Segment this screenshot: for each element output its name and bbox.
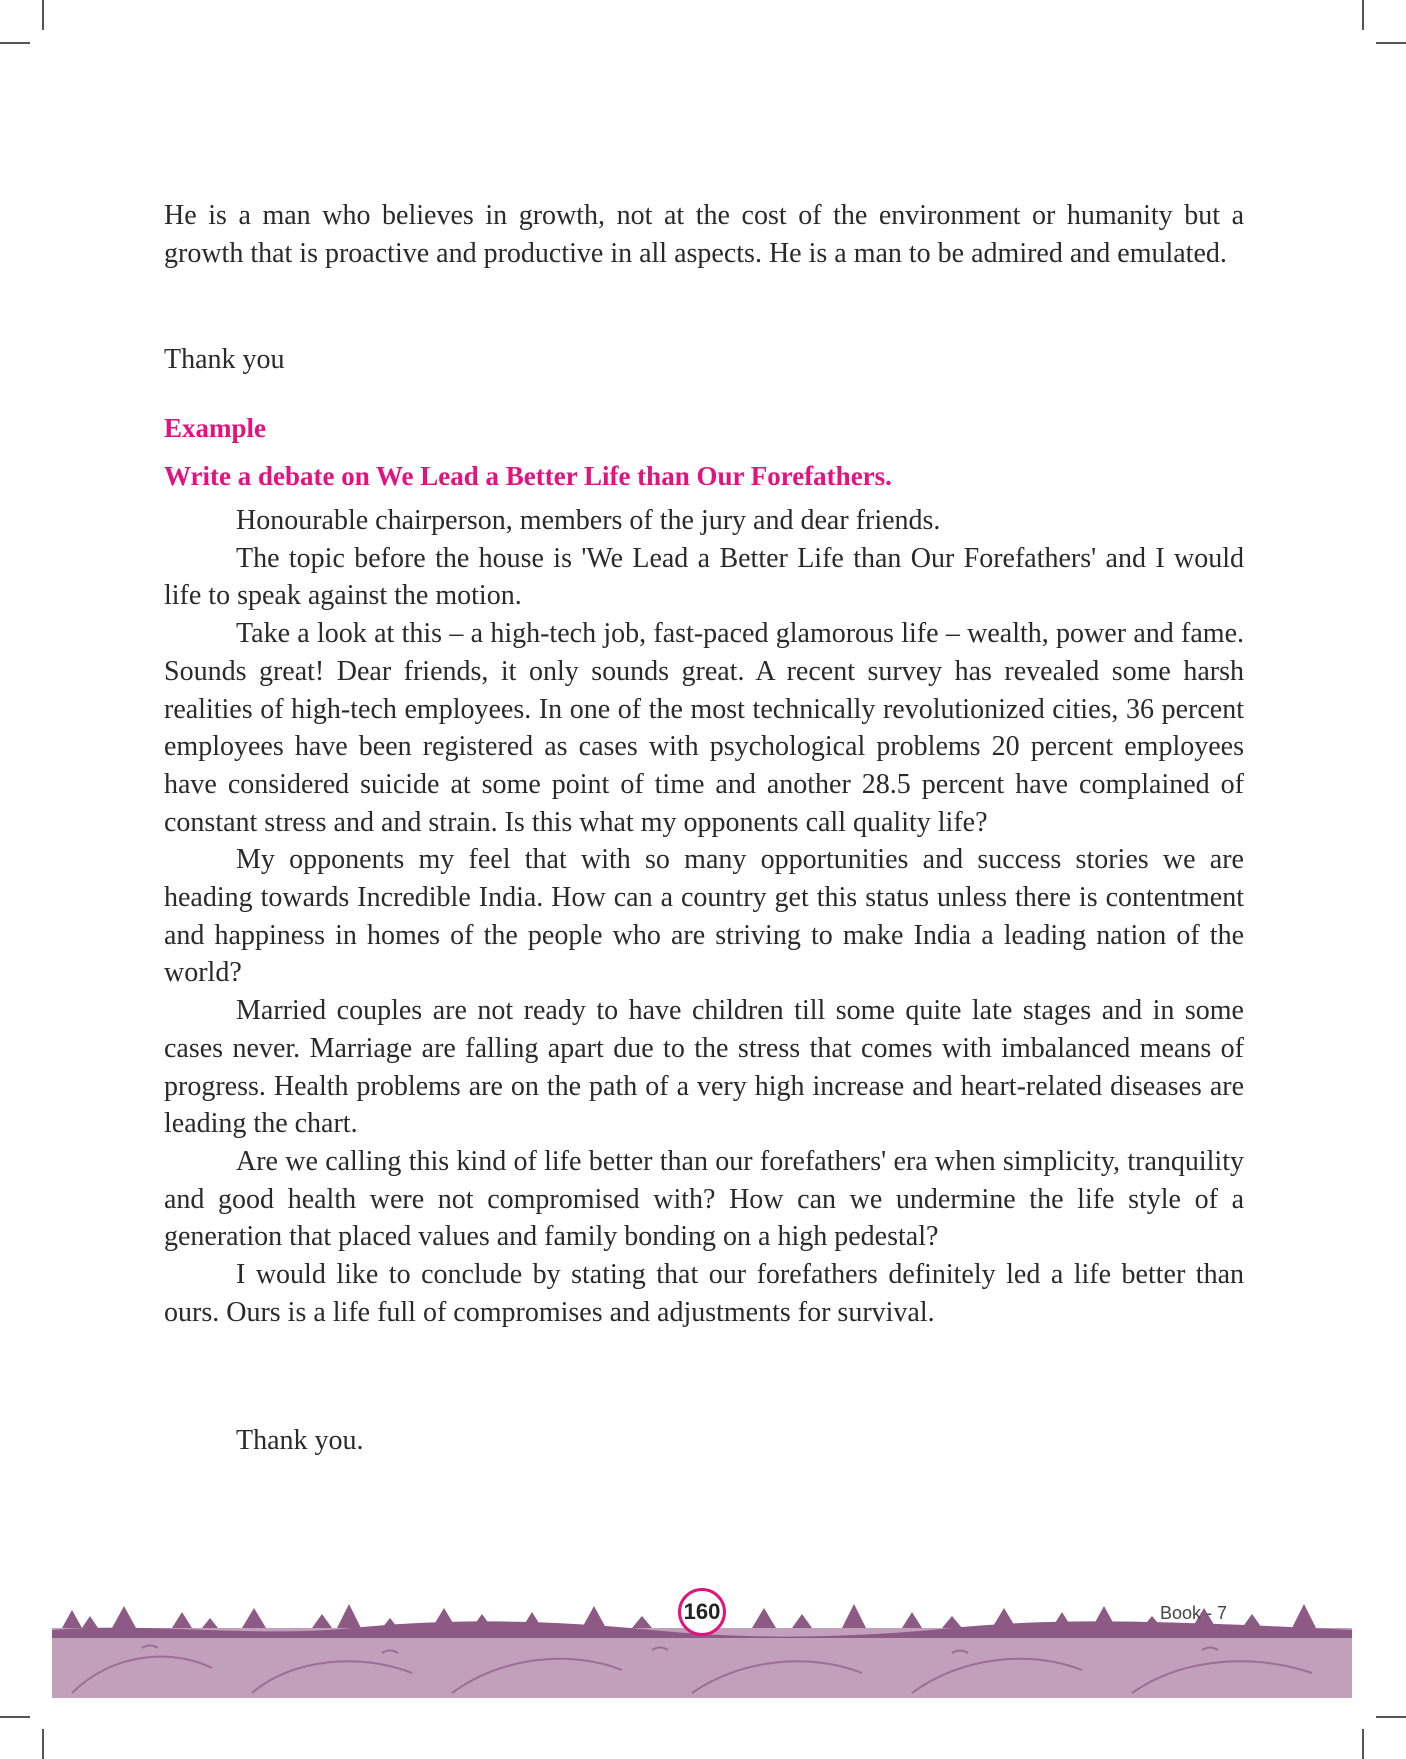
crop-mark: [0, 1716, 30, 1718]
paragraph: My opponents my feel that with so many opportunities and success stories we are heading towards Incredible India. How can a country get this status unless there is contentment and happiness in homes of the people who are striving to make India a leading nation of the world?: [164, 844, 1244, 989]
example-label: Example: [164, 413, 267, 443]
crop-mark: [1376, 42, 1406, 44]
paragraph: Honourable chairperson, members of the jury and dear friends.: [236, 505, 941, 536]
crop-mark: [0, 42, 30, 44]
book-label: Book - 7: [1160, 1603, 1228, 1623]
thank-you-line: [164, 341, 1244, 379]
paragraph: Married couples are not ready to have children till some quite late stages and in some cases never. Marriage are falling apart due to the stress that comes with imbalanced means of progress. Health problems are on the path of a very high increase and heart-related diseases are leading the chart.: [164, 995, 1244, 1140]
paragraph: I would like to conclude by stating that our forefathers definitely led a life better than ours. Ours is a life full of compromises and adjustments for survival.: [164, 1259, 1244, 1328]
paragraph: Take a look at this – a high-tech job, fast-paced glamorous life – wealth, power and fame. Sounds great! Dear friends, it only sounds great. A recent survey has revealed some harsh realities of high-tech employees. In one of the most technically revolutionized cities, 36 percent employees have been registered as cases with psychological problems 20 percent employees have considered suicide at some point of time and another 28.5 percent have complained of constant stress and and strain. Is this what my opponents call quality life?: [164, 618, 1244, 838]
debate-body: [164, 502, 1244, 1331]
paragraph: The topic before the house is 'We Lead a Better Life than Our Forefathers' and I would life to speak against the motion.: [164, 542, 1244, 612]
crop-mark: [1362, 0, 1364, 30]
closing-line: Thank you.: [236, 1425, 364, 1456]
crop-mark: [1376, 1716, 1406, 1718]
crop-mark: [1362, 1729, 1364, 1759]
example-title: Write a debate on We Lead a Better Life than Our Forefathers.: [164, 461, 892, 491]
paragraph: Are we calling this kind of life better than our forefathers' era when simplicity, tranquility and good health were not compromised with? How can we undermine the life style of a generation that placed values and family bonding on a high pedestal?: [164, 1145, 1244, 1253]
paragraph: He is a man who believes in growth, not at the cost of the environment or humanity but a growth that is proactive and productive in all aspects. He is a man to be admired and emulated.: [164, 200, 1244, 269]
crop-mark: [42, 1729, 44, 1759]
page-number: 160: [678, 1588, 726, 1636]
intro-text: [164, 197, 1244, 272]
paragraph: Thank you: [164, 344, 285, 375]
crop-mark: [42, 0, 44, 30]
